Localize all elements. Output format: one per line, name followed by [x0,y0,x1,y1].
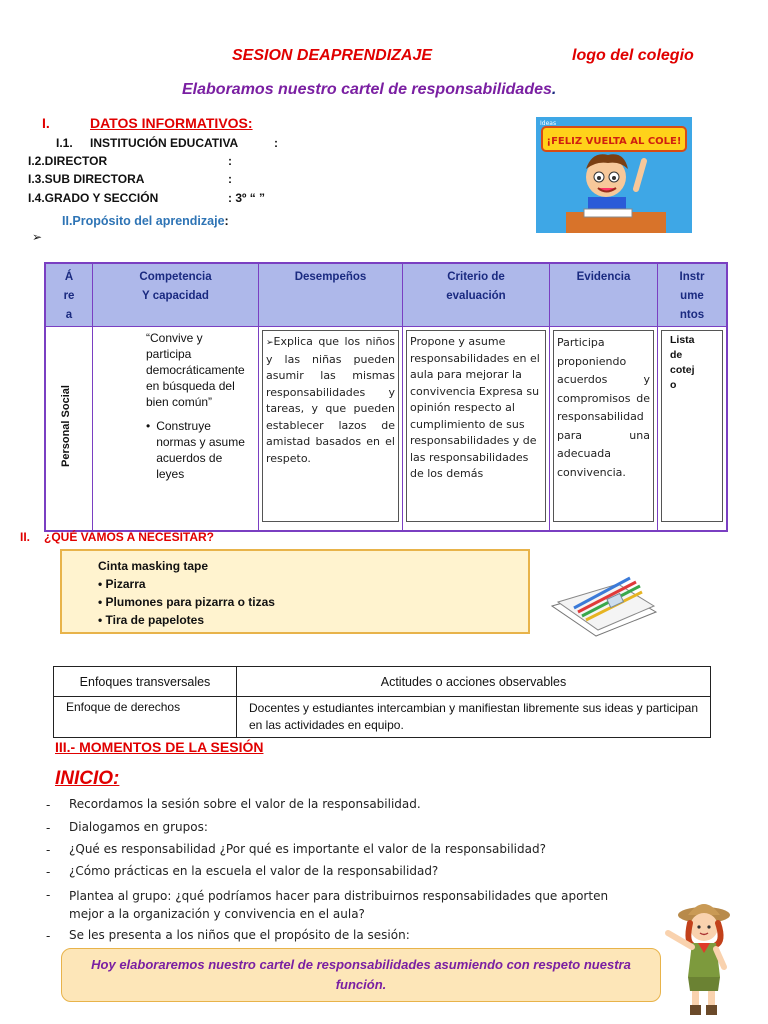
datos-item-4-value: : 3º “ ” [228,191,266,205]
header-instrumentos-line: ume [680,290,704,302]
scout-girl-image [658,893,740,1019]
instrumentos-box [661,330,723,522]
enfoques-table [53,666,711,738]
datos-item-4-label: I.4.GRADO Y SECCIÓN [28,191,159,205]
header-instrumentos-line: Instr [679,271,705,283]
dash-bullet: - [46,929,51,943]
materials-box [60,549,530,634]
header-area-line: Á [64,271,74,283]
arrow-bullet-icon: ➢ [32,230,43,244]
proposito-label: II.Propósito del aprendizaje [62,214,225,228]
session-title: SESION DEAPRENDIZAJE [232,47,433,64]
dash-bullet: - [46,798,51,812]
inicio-heading: INICIO: [55,768,120,789]
datos-heading: DATOS INFORMATIVOS: [90,115,253,131]
datos-item-1-value: : [274,136,278,150]
session-purpose-text: Hoy elaboraremos nuestro cartel de responsabilidades asumiendo con respeto nuestra función. [91,957,631,992]
cell-criterio [403,327,550,531]
header-instrumentos-line: ntos [679,309,705,321]
material-item: Cinta masking tape [98,559,209,573]
enfoque-name: Enfoque de derechos [54,697,237,738]
desempeno-box [262,330,399,522]
header-desempenos [259,263,403,327]
enfoques-header-row [54,667,711,697]
datos-item-3-label: I.3.SUB DIRECTORA [28,172,145,186]
header-desempenos-line: Desempeños [294,271,367,283]
evidencia-box [553,330,654,522]
material-item: • Plumones para pizarra o tizas [98,595,275,609]
instrumento-line: cotej [670,364,695,376]
datos-item-2-label: I.2.DIRECTOR [28,154,108,168]
materials-list [98,557,275,629]
header-area [45,263,93,327]
instrumento-line: o [670,379,677,391]
school-logo-placeholder: logo del colegio [572,47,694,64]
dash-bullet: - [46,843,51,857]
list-item: Dialogamos en grupos: [69,820,208,834]
header-area-line: re [63,290,75,302]
scout-girl-illustration [658,893,740,1019]
criterio-box [406,330,546,522]
material-item-text: Pizarra [105,577,146,591]
enfoques-col2-header: Actitudes o acciones observables [237,667,711,697]
necesitar-heading: ¿QUÉ VAMOS A NECESITAR? [44,530,215,544]
header-criterio-line: evaluación [446,290,506,302]
back-to-school-image [536,117,692,233]
header-area-line: a [65,309,73,321]
datos-item-1-label: I.1. [56,136,73,150]
criterio-text: Propone y asume responsabilidades en el aula para mejorar la convivencia Expresa su opinión respecto al cumplimiento de sus responsabilidades y de las responsabilidades de los demás [410,335,540,480]
area-label: Personal Social [60,385,72,467]
cell-instrumentos [658,327,728,531]
competencia-content [96,330,255,522]
desempeno-text: Explica que los niños y las niñas pueden asumir las mismas responsabilidades y tareas, y que pueden establecer lazos de amistad basados en el respeto. [266,335,395,465]
list-item: ¿Qué es responsabilidad ¿Por qué es importante el valor de la responsabilidad? [69,842,546,856]
subtitle-text: Elaboramos nuestro cartel de responsabilidades [182,81,552,98]
capacidad-bullet: • [146,419,151,433]
dash-bullet: - [46,821,51,835]
list-item: Se les presenta a los niños que el propósito de la sesión: [69,928,410,942]
dash-bullet: - [46,888,51,902]
banner-text: ¡FELIZ VUELTA AL COLE! [546,136,682,147]
banner-corner: Ideas [540,120,557,127]
list-item: Plantea al grupo: ¿qué podríamos hacer para distribuirnos responsabilidades que aporten mejor a la organización y convivencia en el aula? [69,889,609,921]
header-evidencia [550,263,658,327]
header-competencia-line: Competencia [139,271,212,283]
papers-pencils-image [544,566,664,642]
instrumento-line: Lista [670,334,695,346]
dash-bullet: - [46,865,51,879]
papers-pencils-icon [544,566,664,642]
instrumento-line: de [670,349,683,361]
cell-desempenos [259,327,403,531]
learning-table [44,262,728,532]
capacidad-item [146,418,249,482]
capacidad-text: Construye normas y asume acuerdos de leyes [156,419,245,481]
subtitle-dot: . [551,81,557,98]
list-item: Recordamos la sesión sobre el valor de la responsabilidad. [69,797,421,811]
enfoques-col1-header: Enfoques transversales [54,667,237,697]
cell-evidencia [550,327,658,531]
evidencia-text: Participa proponiendo acuerdos y compromisos de responsabilidad para una adecuada convivencia. [557,336,650,479]
learning-table-header-row [45,263,727,327]
header-evidencia-line: Evidencia [576,271,631,283]
enfoques-row [54,697,711,738]
header-instrumentos [658,263,728,327]
header-competencia [93,263,259,327]
section-ii-number: II. [20,530,31,544]
desempeno-arrow-icon: ➢ [266,338,274,348]
datos-item-3-value: : [228,172,232,186]
session-purpose-box [61,948,661,1002]
material-item: • Pizarra [98,577,146,591]
cell-area [45,327,93,531]
material-item: • Tira de papelotes [98,613,205,627]
header-criterio [403,263,550,327]
material-item-text: Tira de papelotes [105,613,205,627]
material-item-text: Plumones para pizarra o tizas [105,595,275,609]
proposito-heading [62,214,229,228]
datos-item-2-value: : [228,154,232,168]
cell-competencia [93,327,259,531]
section-i-number: I. [42,115,50,131]
proposito-colon: : [224,214,229,228]
header-criterio-line: Criterio de [447,271,505,283]
datos-item-1-text: INSTITUCIÓN EDUCATIVA [90,136,239,150]
session-subtitle [182,81,556,99]
header-competencia-line: Y capacidad [142,290,209,302]
enfoque-actitud: Docentes y estudiantes intercambian y manifiestan libremente sus ideas y participan en las actividades en equipo. [237,697,711,738]
list-item: ¿Cómo prácticas en la escuela el valor de la responsabilidad? [69,864,439,878]
momentos-heading: III.- MOMENTOS DE LA SESIÓN [55,739,264,755]
competencia-text: “Convive y participa democráticamente en búsqueda del bien común” [146,331,245,409]
learning-table-row [45,327,727,531]
back-to-school-illustration [536,117,692,233]
